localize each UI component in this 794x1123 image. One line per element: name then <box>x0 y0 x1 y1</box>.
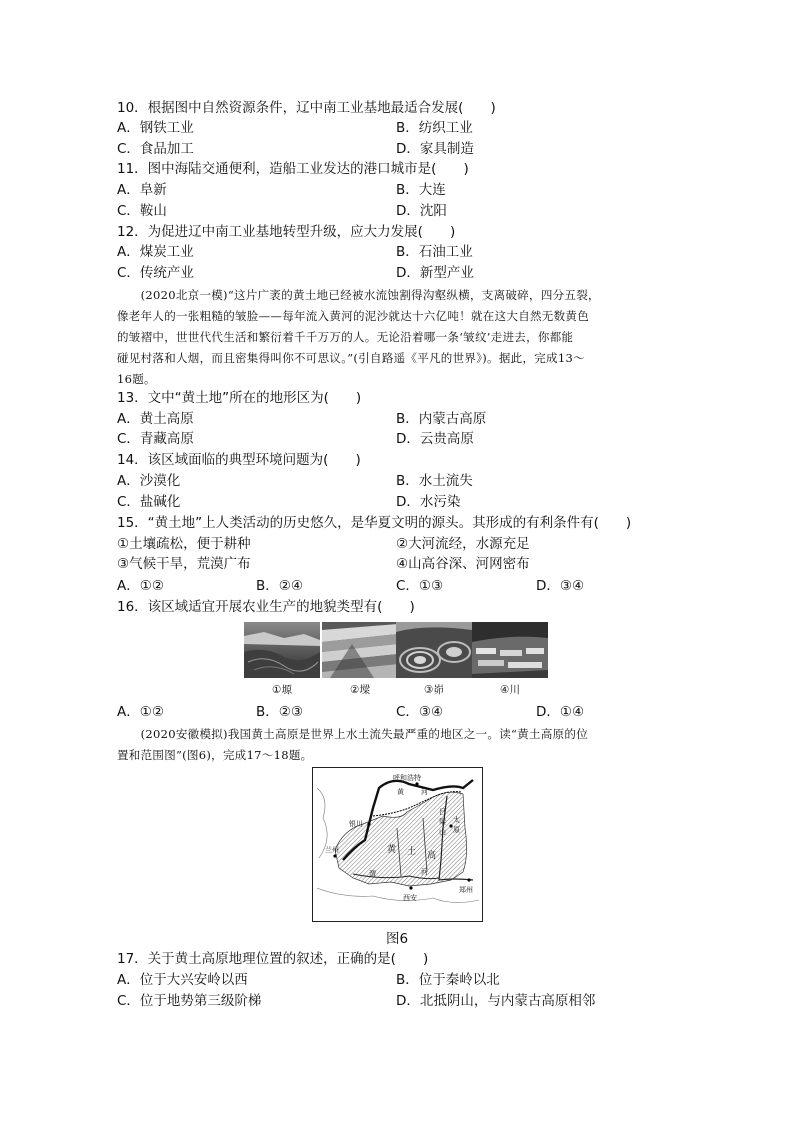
label-huang2: 黄 <box>387 845 397 855</box>
label-yinchuan: 银川 <box>349 820 363 828</box>
q17-option-a: A．位于大兴安岭以西 <box>117 972 248 988</box>
loess-plateau-map <box>312 767 483 922</box>
q13-option-c: C．青藏高原 <box>117 431 194 447</box>
q11-option-d: D．沈阳 <box>396 203 447 219</box>
label-yuan: 原 <box>453 826 460 834</box>
q17-option-d: D．北抵阴山，与内蒙古高原相邻 <box>396 993 596 1009</box>
q16-option-a: A．①② <box>117 704 164 720</box>
passage-line: (2020安徽模拟)我国黄土高原是世界上水土流失最严重的地区之一。读“黄土高原的位 <box>117 727 589 741</box>
photo-chuan <box>472 622 548 678</box>
passage-loess-plateau <box>117 724 679 766</box>
q15-statement-1: ①土壤疏松，便于耕种 <box>117 536 251 552</box>
photo-yuan <box>244 622 320 678</box>
q15-statement-3: ③气候干旱，荒漠广布 <box>117 556 251 572</box>
label-xian: 西安 <box>403 894 417 902</box>
photo-caption-liang: ②墚 <box>350 684 370 696</box>
city-zhengzhou <box>467 878 470 881</box>
passage-line: 的皱褶中，世世代代生活和繁衍着千千万万的人。无论沿着哪一条‘皱纹’走进去，你都能 <box>117 330 574 344</box>
label-huang: 黄 <box>397 788 404 796</box>
label-lanzhou: 兰州 <box>325 846 339 854</box>
q13-option-b: B．内蒙古高原 <box>396 411 487 427</box>
q16-option-b: B．②③ <box>256 704 303 720</box>
q14-stem: 14．该区域面临的典型环境问题为( ) <box>117 452 361 468</box>
q14-option-a: A．沙漠化 <box>117 473 181 489</box>
city-xian <box>409 886 412 889</box>
q12-option-b: B．石油工业 <box>396 244 473 260</box>
passage-line: 碰见村落和人烟，而且密集得叫你不可思议。”(引自路遥《平凡的世界》)。据此，完成13～ <box>117 351 585 365</box>
q12-option-c: C．传统产业 <box>117 265 194 281</box>
figure-caption: 图6 <box>386 931 409 947</box>
passage-line: 置和范围图”(图6)，完成17～18题。 <box>117 748 313 762</box>
label-he2: 河 <box>421 868 428 876</box>
passage-line: 像老年人的一张粗糙的皱脸——每年流入黄河的泥沙就达十六亿吨！就在这大自然无数黄色 <box>117 309 589 323</box>
q13-stem: 13．文中“黄土地”所在的地形区为( ) <box>117 390 362 406</box>
q10-option-a: A．钢铁工业 <box>117 120 194 136</box>
label-gao: 高 <box>427 851 437 861</box>
q14-option-b: B．水土流失 <box>396 473 473 489</box>
q11-stem: 11．图中海陆交通便利，造船工业发达的港口城市是( ) <box>117 161 469 177</box>
q14-option-d: D．水污染 <box>396 494 461 510</box>
passage-huangtudi <box>117 285 679 390</box>
q14-option-c: C．盐碱化 <box>117 494 181 510</box>
q16-option-c: C．③④ <box>396 704 444 720</box>
label-huhehaote: 呼和浩特 <box>393 774 421 782</box>
q10-option-d: D．家具制造 <box>396 141 474 157</box>
q16-option-d: D．①④ <box>536 704 585 720</box>
city-lanzhou <box>333 854 336 857</box>
q10-stem: 10．根据图中自然资源条件，辽中南工业基地最适合发展( ) <box>117 100 496 116</box>
label-lv: 吕 <box>439 808 446 816</box>
q13-option-d: D．云贵高原 <box>396 431 474 447</box>
q12-option-d: D．新型产业 <box>396 265 474 281</box>
photo-mao <box>396 622 472 678</box>
q16-stem: 16．该区域适宜开展农业生产的地貌类型有( ) <box>117 599 415 615</box>
photo-caption-mao: ③峁 <box>424 684 444 696</box>
photo-caption-chuan: ④川 <box>500 684 520 696</box>
label-shan: 山 <box>439 828 446 836</box>
q17-option-b: B．位于秦岭以北 <box>396 972 500 988</box>
q17-stem: 17．关于黄土高原地理位置的叙述，正确的是( ) <box>117 951 429 967</box>
q15-statement-4: ④山高谷深、河网密布 <box>396 556 530 572</box>
city-huhehaote <box>415 782 418 785</box>
label-wei: 渭 <box>369 870 376 878</box>
q11-option-a: A．阜新 <box>117 182 167 198</box>
q15-statement-2: ②大河流经，水源充足 <box>396 536 530 552</box>
q12-stem: 12．为促进辽中南工业基地转型升级，应大力发展( ) <box>117 224 456 240</box>
label-tu: 土 <box>407 847 417 857</box>
q15-stem: 15．“黄土地”上人类活动的历史悠久，是华夏文明的源头。其形成的有利条件有( ) <box>117 515 632 531</box>
q12-option-a: A．煤炭工业 <box>117 244 194 260</box>
q10-option-c: C．食品加工 <box>117 141 194 157</box>
q17-option-c: C．位于地势第三级阶梯 <box>117 993 262 1009</box>
passage-line: (2020北京一模)“这片广袤的黄土地已经被水流蚀割得沟壑纵横，支离破碎，四分五裂， <box>117 288 600 302</box>
q10-option-b: B．纺织工业 <box>396 120 473 136</box>
photo-liang <box>322 622 398 678</box>
photo-caption-yuan: ①塬 <box>272 684 292 696</box>
q15-option-a: A．①② <box>117 578 164 594</box>
label-tai: 太 <box>453 816 460 824</box>
label-zhengzhou: 郑州 <box>459 886 473 894</box>
passage-line: 16题。 <box>117 372 156 386</box>
q15-option-d: D．③④ <box>536 578 585 594</box>
q15-option-c: C．①③ <box>396 578 444 594</box>
label-he: 河 <box>421 788 428 796</box>
label-liang: 梁 <box>439 818 446 826</box>
q11-option-c: C．鞍山 <box>117 203 167 219</box>
q13-option-a: A．黄土高原 <box>117 411 194 427</box>
q15-option-b: B．②④ <box>256 578 303 594</box>
q11-option-b: B．大连 <box>396 182 446 198</box>
city-yinchuan <box>367 822 370 825</box>
